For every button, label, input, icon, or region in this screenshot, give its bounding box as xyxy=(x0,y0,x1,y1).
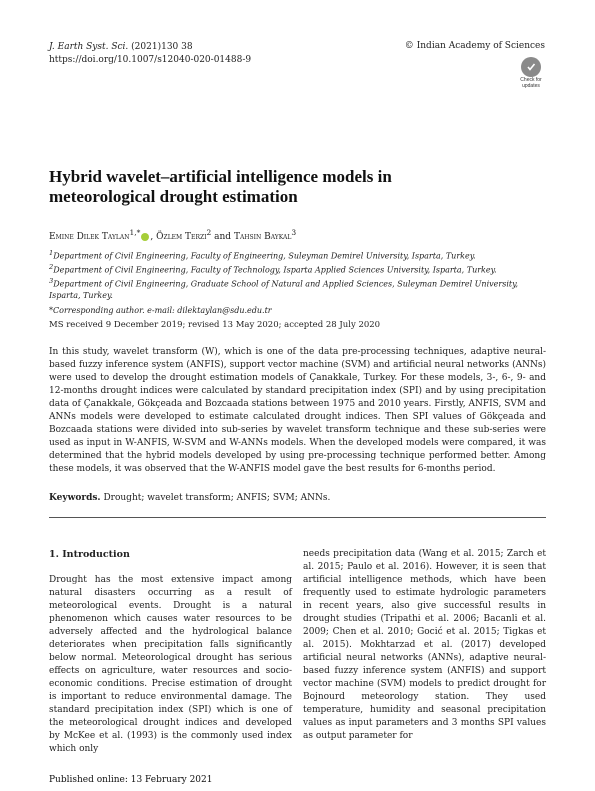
orcid-icon[interactable] xyxy=(141,233,149,241)
paper-title: Hybrid wavelet–artificial intelligence models in meteorological drought estimation xyxy=(49,167,392,206)
badge-text: Check for updates xyxy=(520,77,542,89)
journal-header xyxy=(49,41,251,66)
author-separator: , xyxy=(150,232,157,242)
journal-name: J. Earth Syst. Sci. xyxy=(49,42,129,52)
author-sup: 1,* xyxy=(129,228,141,237)
author-name: Tahsin Baykal xyxy=(233,232,292,242)
affiliation-text: Department of Civil Engineering, Faculty of Engineering, Suleyman Demirel University, Isparta, Turkey. xyxy=(53,251,476,261)
author-list xyxy=(49,228,296,242)
corresponding-author: *Corresponding author. e-mail: dilektaylan@sdu.edu.tr xyxy=(49,305,272,315)
author-sup: 2 xyxy=(206,228,212,237)
check-for-updates-badge[interactable] xyxy=(515,57,547,89)
update-icon xyxy=(521,57,541,77)
keywords-text: Drought; wavelet transform; ANFIS; SVM; ANNs. xyxy=(103,493,331,503)
author-name: Özlem Terzi xyxy=(156,232,207,242)
keywords-label: Keywords. xyxy=(49,493,101,503)
keywords xyxy=(49,493,330,503)
body-paragraph: Drought has the most extensive impact among natural disasters occurring as a result of meteorological events. Drought is a natural phenomenon which causes water resources to be adversely affected and the hydrological balance deteriorates when precipitation falls significantly below normal. Meteorological drought has serious effects on agriculture, water resources and socio-economic conditions. Precise estimation of drought is important to reduce environmental damage. The standard precipitation index (SPI) which is one of the meteorological drought indices and developed by McKee et al. (1993) is the commonly used index which only xyxy=(49,575,292,754)
section-heading: 1. Introduction xyxy=(49,549,130,560)
abstract: In this study, wavelet transform (W), which is one of the data pre-processing techniques, adaptive neural-based fuzzy inference system (ANFIS), support vector machine (SVM) and artificial neural networks (ANNs) were used to develop the drought estimation models of Çanakkale, Turkey. For these models, 3-, 6-, 9- and 12-months drought indices were calculated by standard precipitation index (SPI) and by using precipitation data of Çanakkale, Gökçeada and Bozcaada stations between 1975 and 2010 years. Firstly, ANFIS, SVM and ANNs models were developed to estimate calculated drought indices. Then SPI values of Gökçeada and Bozcaada stations were divided into sub-series by wavelet transform technique and these sub-series were used as input in W-ANFIS, W-SVM and W-ANNs models. When the developed models were compared, it was determined that the hybrid models developed by using pre-processing technique performed better. Among these models, it was observed that the W-ANFIS model gave the best results for 6-months period. xyxy=(49,347,546,474)
copyright-notice xyxy=(405,41,545,51)
affiliation-sup: 3 xyxy=(49,277,54,286)
affiliation-text: Department of Civil Engineering, Faculty of Technology, Isparta Applied Sciences University, Isparta, Turkey. xyxy=(53,265,497,275)
received-dates: MS received 9 December 2019; revised 13 May 2020; accepted 28 July 2020 xyxy=(49,320,381,330)
author-separator: and xyxy=(211,232,234,242)
citation: (2021)130 38 xyxy=(131,42,193,52)
published-date: Published online: 13 February 2021 xyxy=(49,775,213,785)
body-paragraph: needs precipitation data (Wang et al. 2015; Zarch et al. 2015; Paulo et al. 2016). However, it is seen that artificial intelligence methods, which have been frequently used to estimate hydrologic parameters in recent years, also give successful results in drought studies (Tripathi et al. 2006; Bacanli et al. 2009; Chen et al. 2010; Gocić et al. 2015; Tigkas et al. 2015). Mokhtarzad et al. (2017) developed artificial neural networks (ANNs), adaptive neural-based fuzzy inference system (ANFIS) and support vector machine (SVM) models to predict drought for Bojnourd meteorology station. They used temperature, humidity and seasonal precipitation values as input parameters and 3 months SPI values as output parameter for xyxy=(303,549,546,741)
author-sup: 3 xyxy=(291,228,297,237)
affiliation xyxy=(49,276,549,302)
doi-link[interactable]: https://doi.org/10.1007/s12040-020-01488-9 xyxy=(49,54,252,65)
affiliation xyxy=(49,262,549,276)
affiliation xyxy=(49,248,549,262)
affiliation-sup: 2 xyxy=(49,263,54,272)
column-right xyxy=(303,548,546,743)
affiliation-sup: 1 xyxy=(49,249,54,257)
copyright-text: Indian Academy of Sciences xyxy=(416,41,545,51)
affiliation-text: Department of Civil Engineering, Graduate School of Natural and Applied Sciences, Suleyman Demirel University, Isparta, Turkey. xyxy=(49,279,519,301)
affiliations xyxy=(49,248,549,316)
copyright-icon: © xyxy=(404,41,414,51)
author-name: Emine Dilek Taylan xyxy=(49,232,130,242)
divider xyxy=(49,517,546,518)
column-left xyxy=(49,548,292,756)
